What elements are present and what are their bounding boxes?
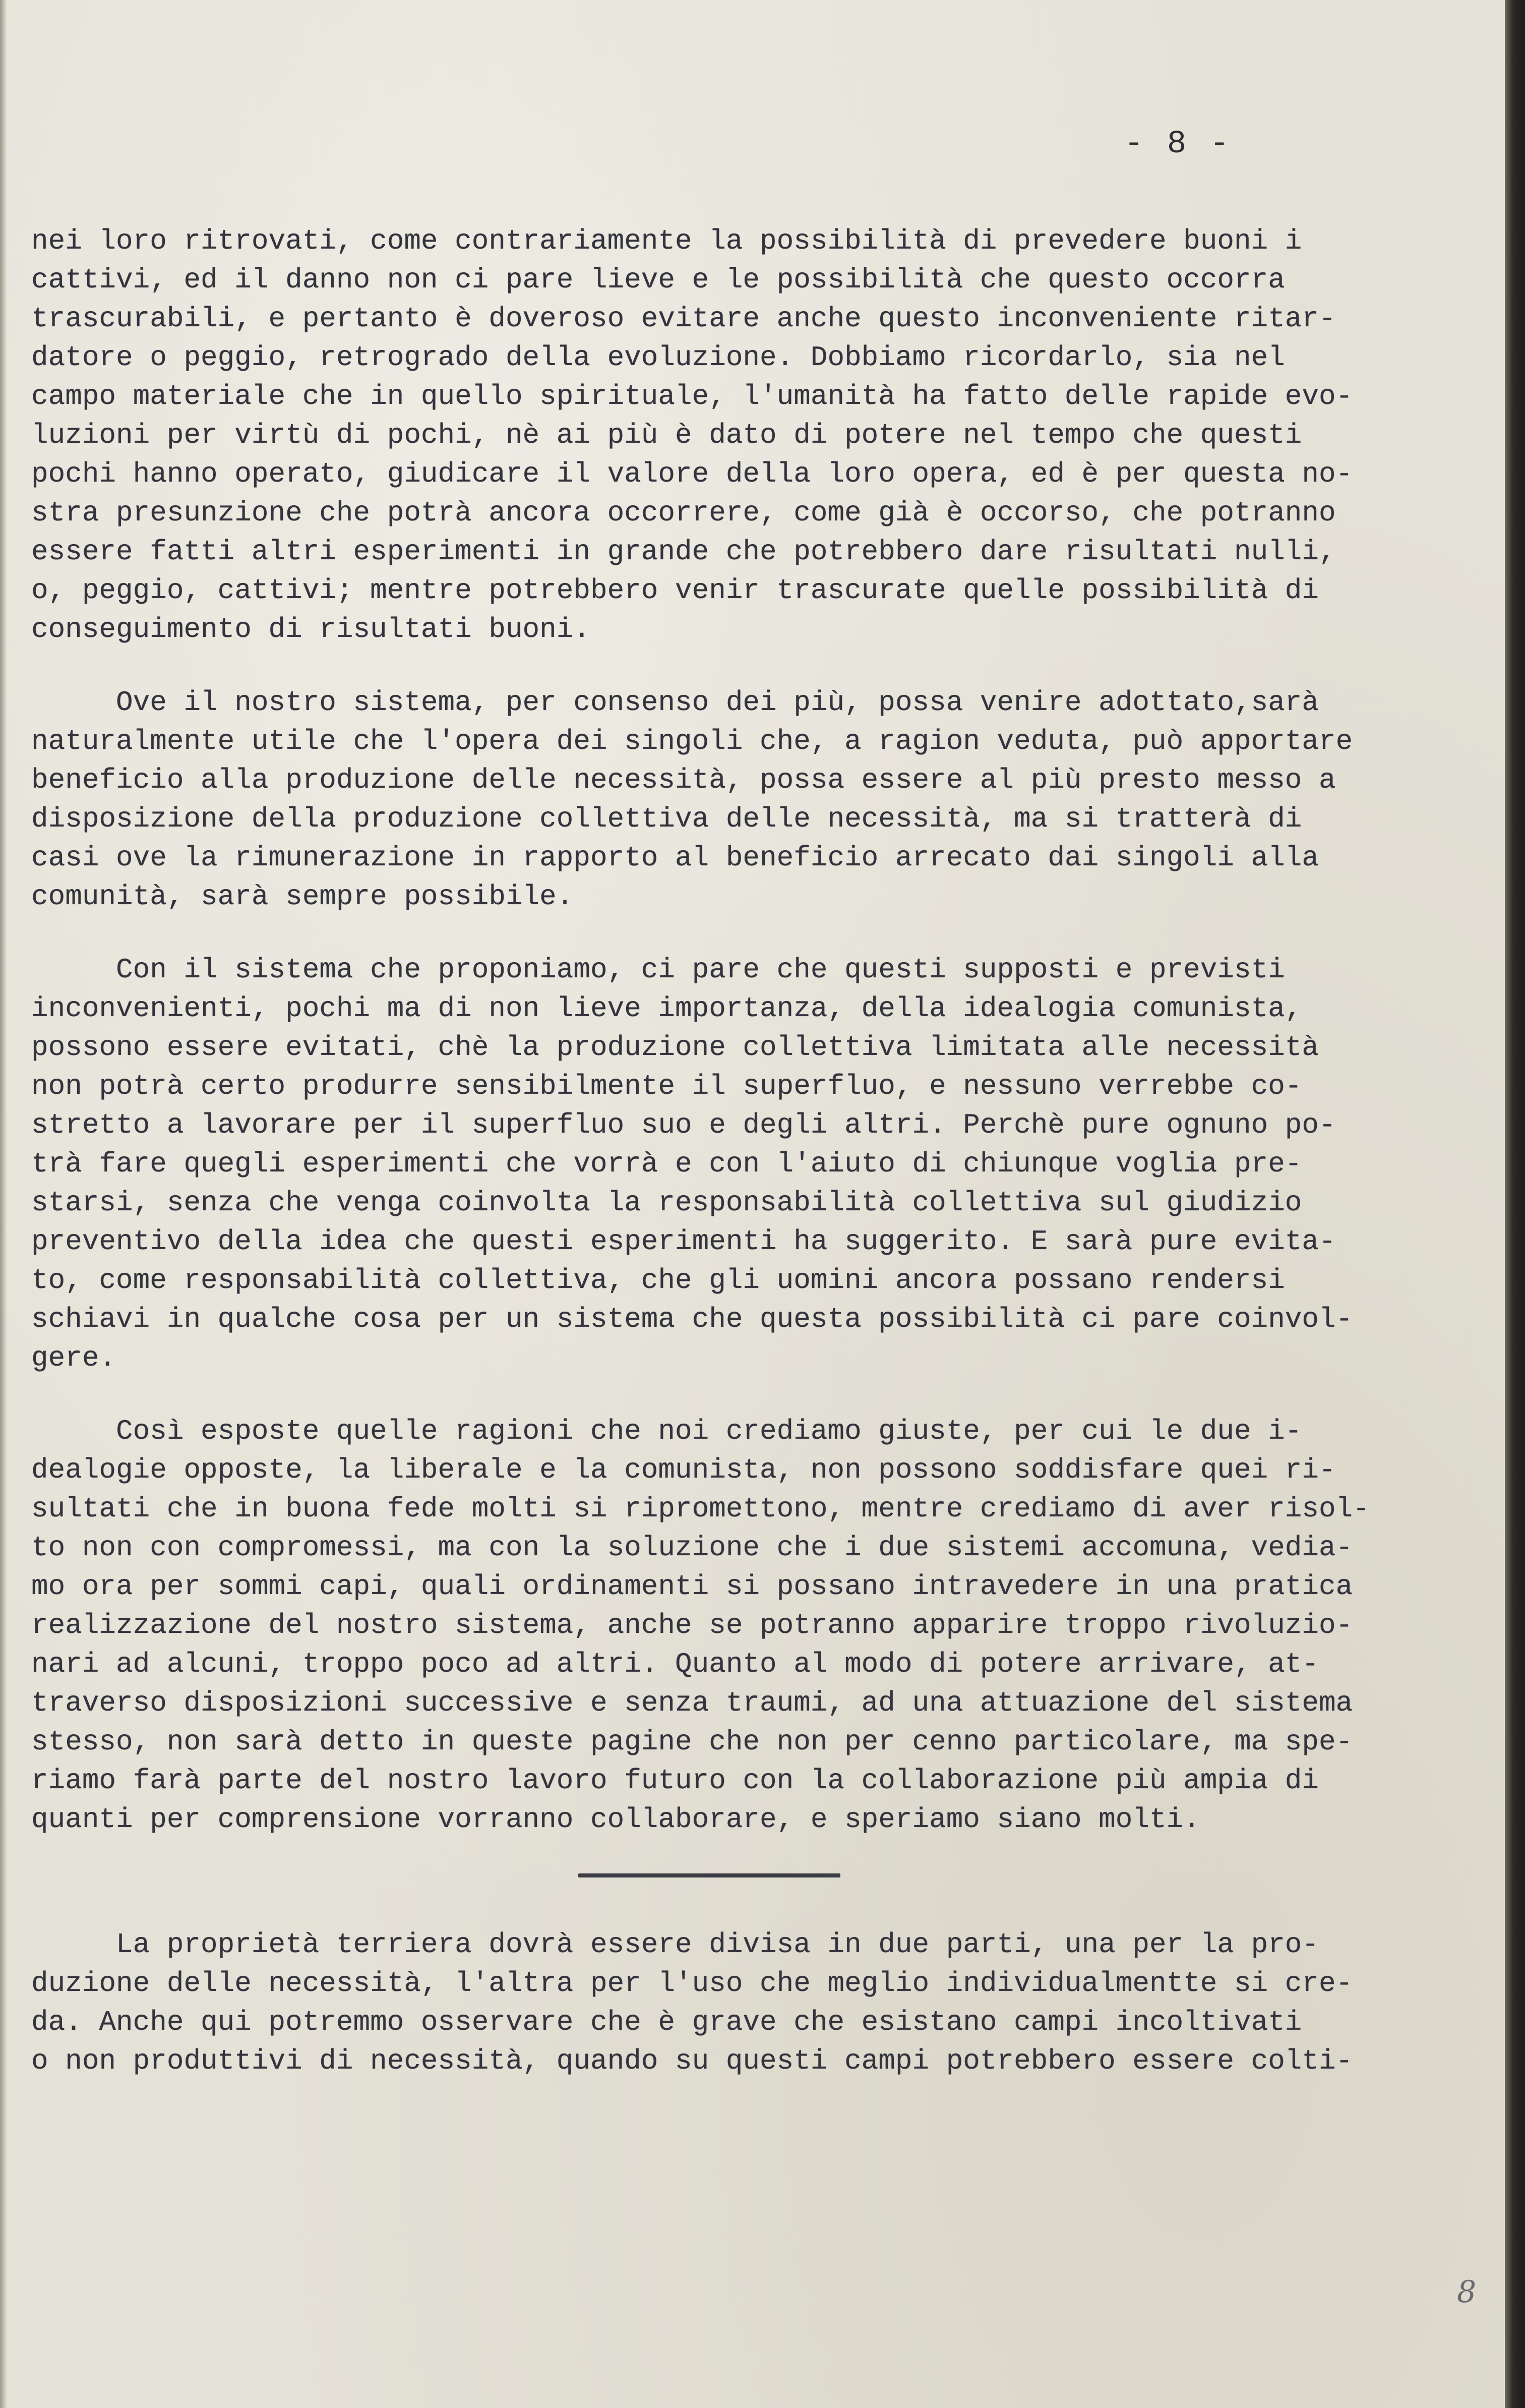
typewritten-text	[31, 222, 1423, 2115]
text-line: preventivo della idea che questi esperimenti ha suggerito. E sarà pure evita-	[31, 1225, 1336, 1258]
text-line: disposizione della produzione collettiva delle necessità, ma si tratterà di	[31, 803, 1302, 835]
text-line: beneficio alla produzione delle necessità, possa essere al più presto messo a	[31, 764, 1336, 796]
text-line: dealogie opposte, la liberale e la comunista, non possono soddisfare quei ri-	[31, 1454, 1336, 1486]
text-line: essere fatti altri esperimenti in grande che potrebbero dare risultati nulli,	[31, 536, 1336, 568]
text-line: Con il sistema che proponiamo, ci pare che questi supposti e previsti	[31, 954, 1285, 986]
paragraph	[31, 1412, 1423, 1839]
text-line: o non produttivi di necessità, quando su questi campi potrebbero essere colti-	[31, 2045, 1353, 2077]
text-line: non potrà certo produrre sensibilmente il superfluo, e nessuno verrebbe co-	[31, 1070, 1302, 1102]
page-left-edge	[0, 0, 7, 2408]
text-line: inconvenienti, pochi ma di non lieve importanza, della idealogia comunista,	[31, 992, 1302, 1025]
text-line: realizzazione del nostro sistema, anche se potranno apparire troppo rivoluzio-	[31, 1609, 1353, 1641]
text-line: stesso, non sarà detto in queste pagine che non per cenno particolare, ma spe-	[31, 1726, 1353, 1758]
text-line: schiavi in qualche cosa per un sistema che questa possibilità ci pare coinvol-	[31, 1303, 1353, 1335]
text-line: possono essere evitati, chè la produzione collettiva limitata alle necessità	[31, 1031, 1319, 1064]
text-line: mo ora per sommi capi, quali ordinamenti si possano intravedere in una pratica	[31, 1570, 1353, 1603]
text-line: da. Anche qui potremmo osservare che è grave che esistano campi incoltivati	[31, 2006, 1302, 2038]
text-line: duzione delle necessità, l'altra per l'uso che meglio individualmentte si cre-	[31, 1967, 1353, 2000]
text-line: sultati che in buona fede molti si ripromettono, mentre crediamo di aver risol-	[31, 1493, 1370, 1525]
text-line: stretto a lavorare per il superfluo suo e degli altri. Perchè pure ognuno po-	[31, 1109, 1336, 1141]
text-line: comunità, sarà sempre possibile.	[31, 880, 574, 913]
text-line: traverso disposizioni successive e senza traumi, ad una attuazione del sistema	[31, 1687, 1353, 1719]
text-line: campo materiale che in quello spirituale, l'umanità ha fatto delle rapide evo-	[31, 380, 1353, 413]
handwritten-page-number: 8	[1457, 2274, 1477, 2310]
text-line: quanti per comprensione vorranno collaborare, e speriamo siano molti.	[31, 1803, 1200, 1836]
text-line: datore o peggio, retrogrado della evoluzione. Dobbiamo ricordarlo, sia nel	[31, 341, 1285, 374]
section-separator-line	[578, 1873, 840, 1877]
text-line: to, come responsabilità collettiva, che gli uomini ancora possano rendersi	[31, 1264, 1285, 1297]
text-line: cattivi, ed il danno non ci pare lieve e le possibilità che questo occorra	[31, 264, 1285, 296]
text-line: gere.	[31, 1342, 116, 1374]
text-line: to non con compromessi, ma con la soluzione che i due sistemi accomuna, vedia-	[31, 1532, 1353, 1564]
text-line: La proprietà terriera dovrà essere divisa in due parti, una per la pro-	[31, 1928, 1319, 1961]
text-line: luzioni per virtù di pochi, nè ai più è dato di potere nel tempo che questi	[31, 419, 1302, 451]
page-number: - 8 -	[1124, 126, 1232, 162]
text-line: riamo farà parte del nostro lavoro futuro con la collaborazione più ampia di	[31, 1765, 1319, 1797]
text-line: nei loro ritrovati, come contrariamente la possibilità di prevedere buoni i	[31, 225, 1302, 257]
text-line: o, peggio, cattivi; mentre potrebbero venir trascurate quelle possibilità di	[31, 574, 1319, 607]
text-line: pochi hanno operato, giudicare il valore della loro opera, ed è per questa no-	[31, 458, 1353, 490]
text-line: starsi, senza che venga coinvolta la responsabilità collettiva sul giudizio	[31, 1187, 1302, 1219]
text-line: stra presunzione che potrà ancora occorrere, come già è occorso, che potranno	[31, 497, 1336, 529]
paragraph	[31, 951, 1423, 1378]
paragraph	[31, 683, 1423, 916]
text-line: conseguimento di risultati buoni.	[31, 613, 590, 645]
paragraph	[31, 222, 1423, 649]
text-line: trà fare quegli esperimenti che vorrà e con l'aiuto di chiunque voglia pre-	[31, 1148, 1302, 1180]
text-line: Ove il nostro sistema, per consenso dei più, possa venire adottato,sarà	[31, 686, 1319, 719]
text-line: nari ad alcuni, troppo poco ad altri. Quanto al modo di potere arrivare, at-	[31, 1648, 1319, 1680]
text-line: Così esposte quelle ragioni che noi crediamo giuste, per cui le due i-	[31, 1415, 1302, 1447]
text-line: casi ove la rimunerazione in rapporto al beneficio arrecato dai singoli alla	[31, 842, 1319, 874]
scan-background-edge	[1505, 0, 1525, 2408]
text-line: naturalmente utile che l'opera dei singoli che, a ragion veduta, può apportare	[31, 725, 1353, 757]
paragraph	[31, 1925, 1423, 2081]
text-line: trascurabili, e pertanto è doveroso evitare anche questo inconveniente ritar-	[31, 303, 1336, 335]
